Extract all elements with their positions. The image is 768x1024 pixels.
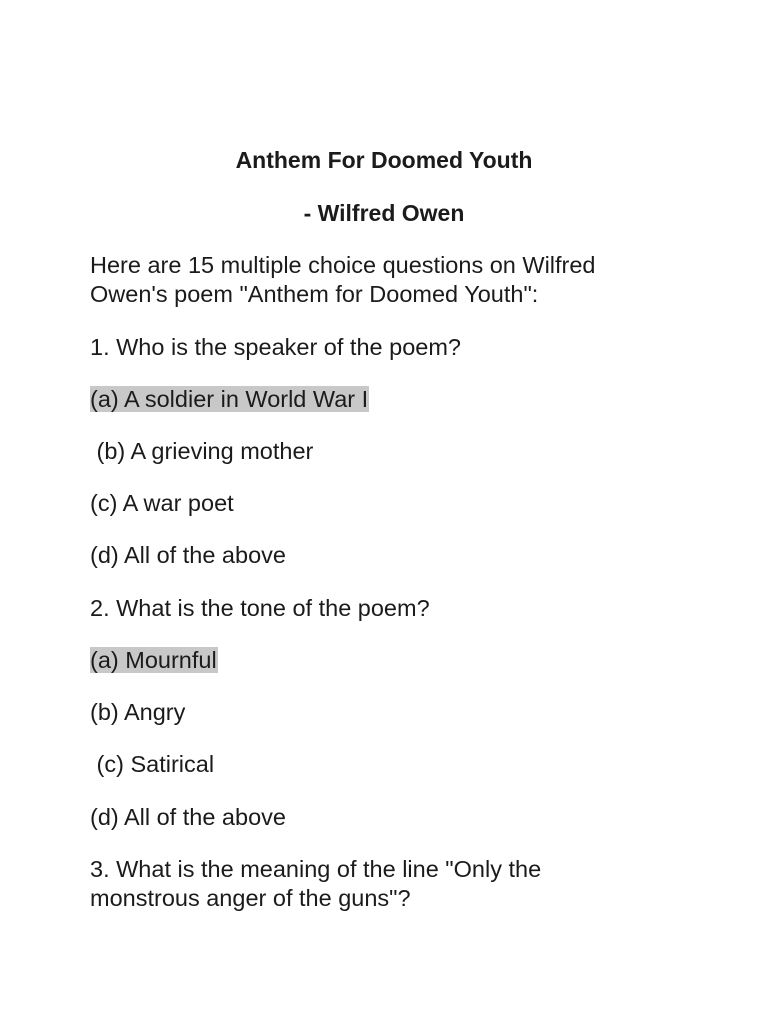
question-1-option-d: (d) All of the above [90,542,286,568]
author-line: - Wilfred Owen [303,200,465,226]
question-1-option-b: (b) A grieving mother [90,438,314,464]
question-2-text: 2. What is the tone of the poem? [90,595,430,621]
question-1-option-c: (c) A war poet [90,490,234,516]
question-2-option-b: (b) Angry [90,699,186,725]
intro-paragraph: Here are 15 multiple choice questions on Wilfred Owen's poem "Anthem for Doomed Youth": [90,252,603,307]
question-1-text: 1. Who is the speaker of the poem? [90,334,461,360]
question-3-text: 3. What is the meaning of the line "Only the monstrous anger of the guns"? [90,856,548,911]
question-1-option-a [90,385,650,414]
highlighted-answer: (a) Mournful [90,647,217,673]
question-2-option-c: (c) Satirical [90,751,215,777]
document-title: Anthem For Doomed Youth [235,147,533,173]
question-2-option-d: (d) All of the above [90,804,286,830]
highlighted-answer: (a) A soldier in World War I [90,386,369,412]
question-2-option-a [90,646,650,675]
